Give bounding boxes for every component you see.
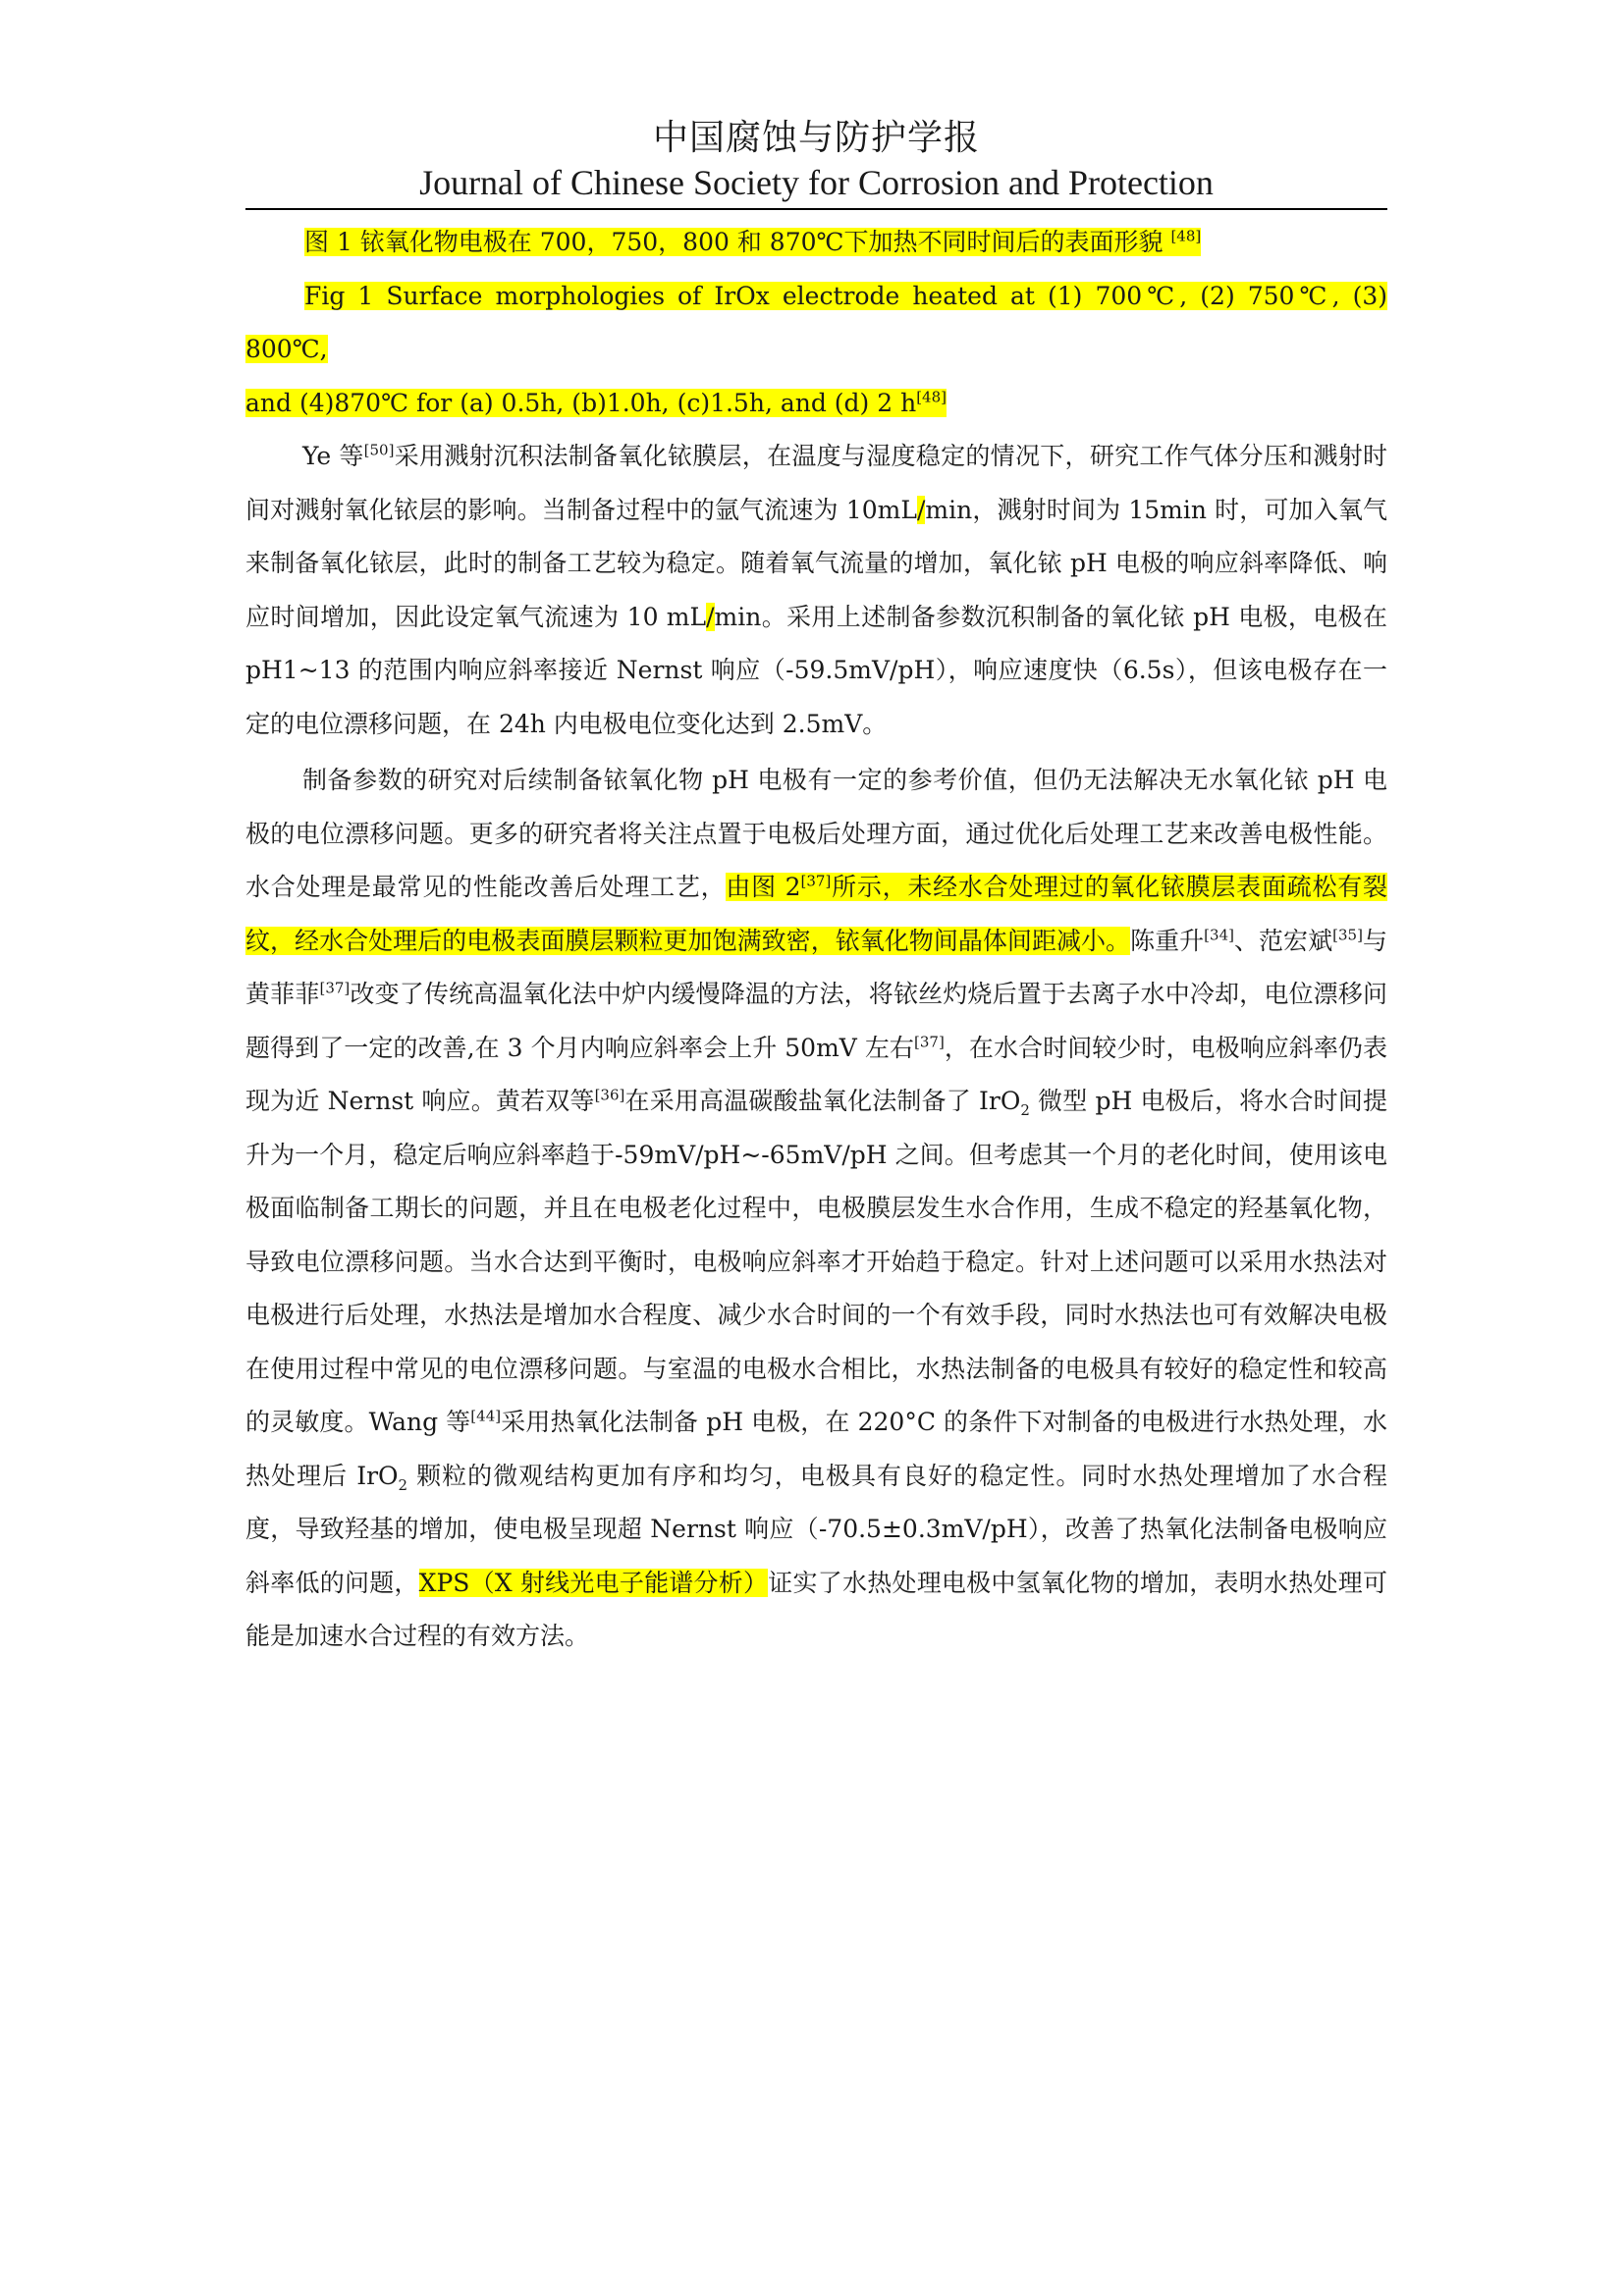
highlight-xps: XPS（X 射线光电子能谱分析） [418,1568,769,1597]
citation-ref: [37] [914,1033,945,1051]
citation-ref: [44] [470,1407,502,1425]
text-run: 由图 2 [726,873,801,901]
text-run: 与黄菲菲 [245,926,1387,1008]
subscript: 2 [1020,1101,1030,1119]
figure-caption-en-line1 [245,270,1387,377]
text-run: Ye 等 [302,442,364,470]
text-run: 制备参数的研究对后续制备铱氧化物 pH 电极有一定的参考价值，但仍无法解决无水氧化铱 pH 电极的电位漂移问题。更多的研究者将关注点置于电极后处理方面，通过优化后处理工艺来改善电极性能。水合处理是最常见的性能改善后处理工艺， [245,766,1387,901]
highlight-caption-en-2 [245,389,947,417]
text-run: min。采用上述制备参数沉积制备的氧化铱 pH 电极，电极在 pH1~13 的范围内响应斜率接近 Nernst 响应（-59.5mV/pH），响应速度快（6.5s），但该电极存在一定的电位漂移问题，在 24h 内电极电位变化达到 2.5mV。 [245,602,1387,738]
highlight-slash: / [706,602,715,631]
figure-caption-cn [245,216,1387,270]
text-run: 改变了传统高温氧化法中炉内缓慢降温的方法，将铱丝灼烧后置于去离子水中冷却，电位漂移问题得到了一定的改善,在 3 个月内响应斜率会上升 50mV 左右 [245,980,1387,1062]
citation-ref: [37] [800,872,832,890]
text-run: 证实了水热处理电极中氢氧化物的增加，表明水热处理可能是加速水合过程的有效方法。 [245,1568,1387,1650]
citation-ref: [35] [1332,926,1363,944]
highlight-caption-en-1: Fig 1 Surface morphologies of IrOx electrode heated at (1) 700℃, (2) 750℃, (3) 800℃, [245,281,1387,363]
header-divider [245,208,1387,210]
citation-ref: [37] [319,979,351,997]
text-run: 采用热氧化法制备 pH 电极，在 220°C 的条件下对制备的电极进行水热处理，水热处理后 IrO [245,1408,1387,1490]
journal-title-cn: 中国腐蚀与防护学报 [652,118,980,158]
citation-ref: [48] [916,388,947,406]
caption-en-text: and (4)870℃ for (a) 0.5h, (b)1.0h, (c)1.5h, and (d) 2 h [245,388,917,417]
text-run: 颗粒的微观结构更加有序和均匀，电极具有良好的稳定性。同时水热处理增加了水合程度，导致羟基的增加，使电极呈现超 Nernst 响应（-70.5±0.3mV/pH），改善了热氧化法制备电极响应斜率低的问题， [245,1461,1387,1597]
figure-caption-en-line2 [245,377,1387,431]
highlight-caption-cn [304,228,1201,256]
subscript: 2 [398,1475,408,1494]
text-run: 、范宏斌 [1233,926,1333,955]
document-page [245,116,1387,1664]
journal-header [245,116,1387,210]
text-run: min，溅射时间为 15min 时，可加入氧气来制备氧化铱层，此时的制备工艺较为稳定。随着氧气流量的增加，氧化铱 pH 电极的响应斜率降低、响应时间增加，因此设定氧气流速为 10 mL [245,495,1388,631]
text-run: 陈重升 [1130,926,1205,955]
journal-title-en: Journal of Chinese Society for Corrosion and Protection [419,163,1214,202]
text-run: 在采用高温碳酸盐氧化法制备了 IrO [624,1087,1021,1115]
citation-ref: [34] [1204,926,1234,944]
paragraph-ye-sputtering [245,430,1387,751]
document-body [245,216,1387,1664]
citation-ref: [48] [1170,227,1202,245]
text-run: 采用溅射沉积法制备氧化铱膜层，在温度与湿度稳定的情况下，研究工作气体分压和溅射时间对溅射氧化铱层的影响。当制备过程中的氩气流速为 10mL [245,442,1387,524]
citation-ref: [36] [594,1086,625,1104]
caption-cn-text: 图 1 铱氧化物电极在 700，750，800 和 870℃下加热不同时间后的表面形貌 [304,228,1164,256]
highlight-slash: / [916,495,926,524]
citation-ref: [50] [363,441,395,459]
text-run: ，在水合时间较少时，电极响应斜率仍表现为近 Nernst 响应。黄若双等 [245,1033,1387,1115]
paragraph-post-treatment [245,754,1387,1664]
text-run: 微型 pH 电极后，将水合时间提升为一个月，稳定后响应斜率趋于-59mV/pH~-65mV/pH 之间。但考虑其一个月的老化时间，使用该电极面临制备工期长的问题，并且在电极老化过程中，电极膜层发生水合作用，生成不稳定的羟基氧化物，导致电位漂移问题。当水合达到平衡时，电极响应斜率才开始趋于稳定。针对上述问题可以采用水热法对电极进行后处理，水热法是增加水合程度、减少水合时间的一个有效手段，同时水热法也可有效解决电极在使用过程中常见的电位漂移问题。与室温的电极水合相比，水热法制备的电极具有较好的稳定性和较高的灵敏度。Wang 等 [245,1087,1387,1436]
text-run: 所示，未经水合处理过的氧化铱膜层表面疏松有裂纹，经水合处理后的电极表面膜层颗粒更加饱满致密，铱氧化物间晶体间距减小。 [245,873,1387,955]
